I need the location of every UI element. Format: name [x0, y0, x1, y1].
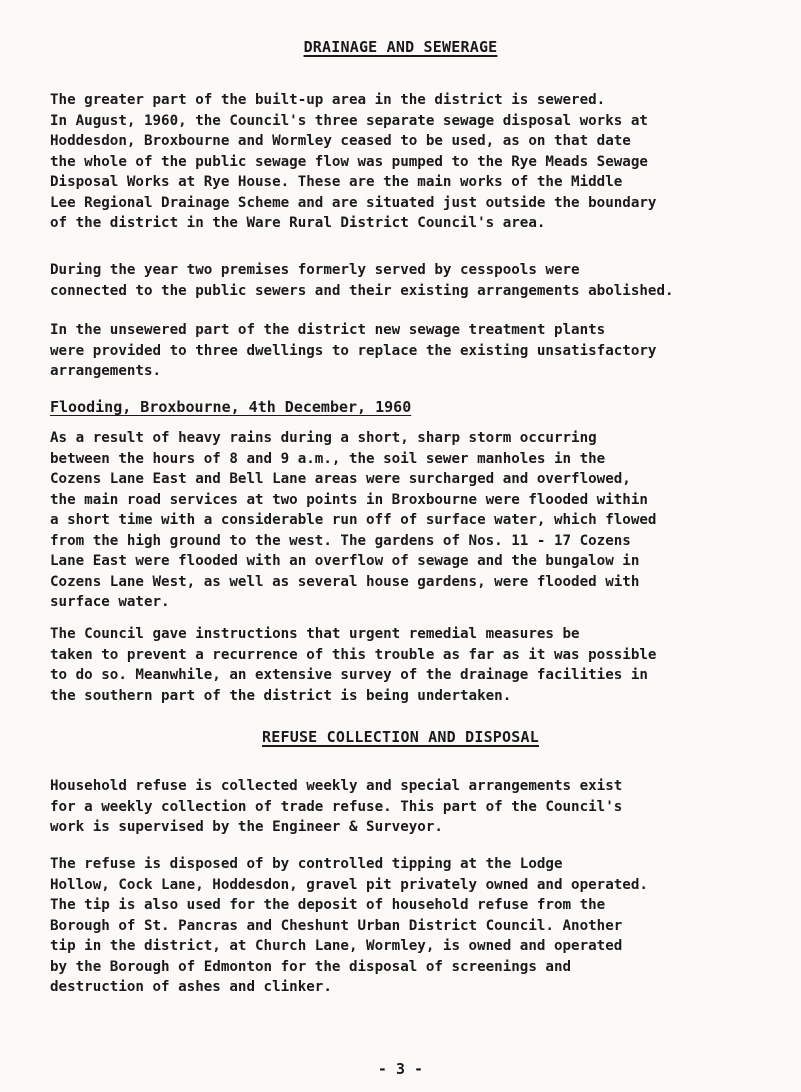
text-line: As a result of heavy rains during a short, sharp storm occurring [50, 430, 597, 446]
text-line: Hoddesdon, Broxbourne and Wormley ceased to be used, as on that date [50, 133, 631, 149]
text-line: Lee Regional Drainage Scheme and are situated just outside the boundary [50, 194, 657, 211]
text-line: taken to prevent a recurrence of this trouble as far as it was possible [50, 646, 657, 663]
text-line: connected to the public sewers and their existing arrangements abolished. [50, 282, 674, 299]
text-line: The Council gave instructions that urgent remedial measures be [50, 626, 580, 642]
text-line: tip in the district, at Church Lane, Wormley, is owned and operated [50, 938, 623, 954]
drainage-paragraph-3 [50, 320, 770, 382]
text-line: a short time with a considerable run off of surface water, which flowed [50, 512, 657, 528]
text-line: The greater part of the built-up area in the district is sewered. [50, 92, 606, 108]
drainage-heading-text: DRAINAGE AND SEWERAGE [303, 38, 498, 56]
text-line: to do so. Meanwhile, an extensive survey of the drainage facilities in [50, 667, 648, 683]
drainage-paragraph-1 [50, 90, 770, 234]
text-line: Cozens Lane East and Bell Lane areas were surcharged and overflowed, [50, 471, 631, 487]
text-line: Hollow, Cock Lane, Hoddesdon, gravel pit privately owned and operated. [50, 876, 648, 893]
text-line: the main road services at two points in Broxbourne were flooded within [50, 491, 648, 508]
text-line: Borough of St. Pancras and Cheshunt Urban District Council. Another [50, 917, 623, 934]
page-number: - 3 - [377, 1060, 424, 1078]
text-line: Cozens Lane West, as well as several house gardens, were flooded with [50, 573, 640, 590]
drainage-heading [0, 38, 801, 56]
text-line: for a weekly collection of trade refuse. This part of the Council's [50, 798, 623, 815]
text-line: destruction of ashes and clinker. [50, 979, 332, 995]
text-line: Lane East were flooded with an overflow of sewage and the bungalow in [50, 553, 640, 569]
text-line: During the year two premises formerly served by cesspools were [50, 262, 580, 278]
text-line: The tip is also used for the deposit of household refuse from the [50, 897, 606, 913]
text-line: between the hours of 8 and 9 a.m., the soil sewer manholes in the [50, 450, 606, 467]
drainage-paragraph-2 [50, 260, 770, 301]
refuse-heading [0, 728, 801, 746]
refuse-heading-text: REFUSE COLLECTION AND DISPOSAL [262, 728, 539, 746]
text-line: Disposal Works at Rye House. These are the main works of the Middle [50, 174, 623, 190]
text-line: work is supervised by the Engineer & Surveyor. [50, 819, 443, 835]
text-line: arrangements. [50, 363, 162, 379]
text-line: from the high ground to the west. The gardens of Nos. 11 - 17 Cozens [50, 532, 631, 549]
text-line: surface water. [50, 594, 170, 610]
text-line: Household refuse is collected weekly and special arrangements exist [50, 778, 623, 794]
text-line: were provided to three dwellings to replace the existing unsatisfactory [50, 342, 657, 359]
text-line: by the Borough of Edmonton for the disposal of screenings and [50, 958, 572, 975]
flooding-heading: Flooding, Broxbourne, 4th December, 1960 [50, 398, 412, 416]
text-line: In the unsewered part of the district new sewage treatment plants [50, 322, 606, 338]
text-line: The refuse is disposed of by controlled tipping at the Lodge [50, 856, 563, 872]
text-line: the southern part of the district is being undertaken. [50, 687, 512, 704]
flooding-paragraph-1 [50, 428, 770, 613]
text-line: of the district in the Ware Rural District Council's area. [50, 215, 546, 231]
flooding-paragraph-2 [50, 624, 770, 706]
refuse-paragraph-2 [50, 854, 770, 998]
refuse-paragraph-1 [50, 776, 770, 838]
text-line: In August, 1960, the Council's three separate sewage disposal works at [50, 112, 648, 129]
text-line: the whole of the public sewage flow was pumped to the Rye Meads Sewage [50, 153, 648, 170]
